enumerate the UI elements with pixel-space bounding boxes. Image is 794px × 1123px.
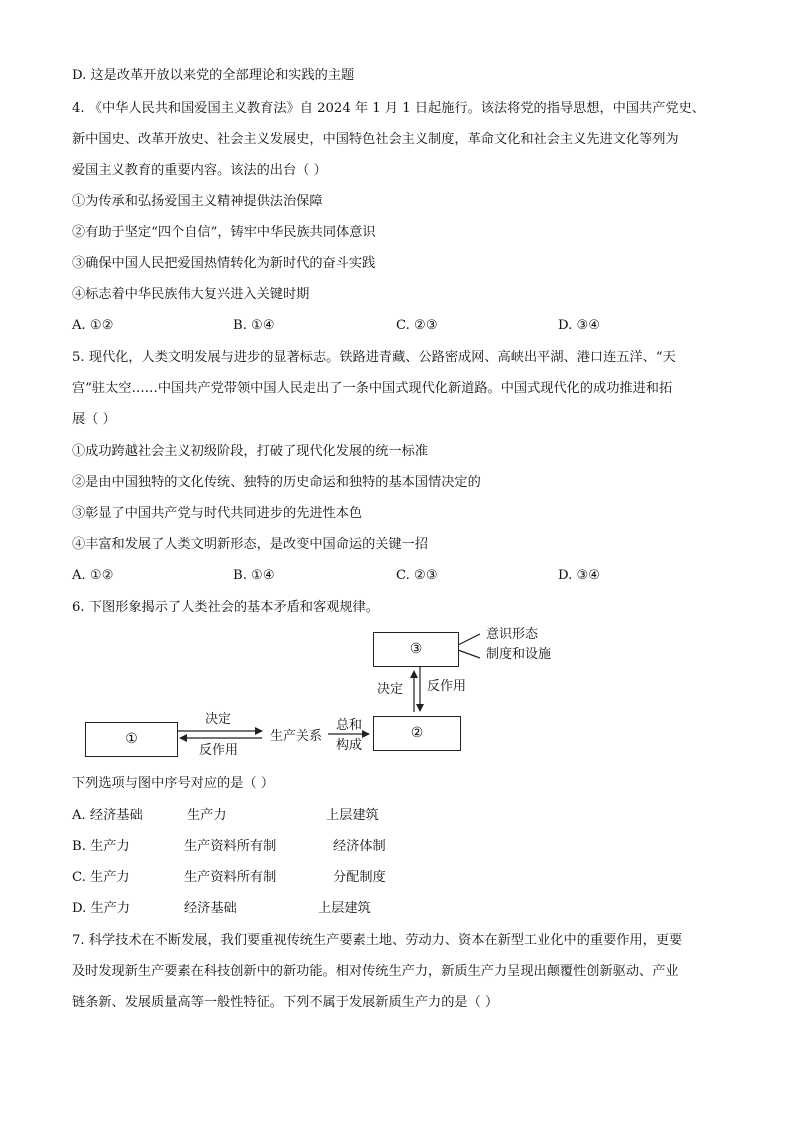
- q4-option-d[interactable]: D. ③④: [558, 318, 601, 333]
- q4-statement-3: ③确保中国人民把爱国热情转化为新时代的奋斗实践: [72, 256, 376, 271]
- q6-stem: 6. 下图形象揭示了人类社会的基本矛盾和客观规律。: [72, 600, 379, 615]
- prev-question-option-d: D. 这是改革开放以来党的全部理论和实践的主题: [72, 68, 355, 83]
- branch-label-ideology: 意识形态: [486, 627, 539, 642]
- q6-option-b-col3: 经济体制: [333, 839, 386, 854]
- q4-option-b[interactable]: B. ①④: [233, 318, 275, 333]
- diagram-box-2: [373, 716, 461, 751]
- sum-label: 总和: [336, 718, 363, 733]
- q5-option-a[interactable]: A. ①②: [72, 568, 114, 583]
- q7-stem-line-2: 及时发现新生产要素在科技创新中的新功能。相对传统生产力，新质生产力呈现出颠覆性创新驱动、产业: [72, 964, 679, 979]
- branch-label-institutions: 制度和设施: [486, 647, 552, 662]
- horizontal-label-decide: 决定: [205, 712, 232, 727]
- horizontal-label-react: 反作用: [199, 743, 239, 758]
- q5-statement-3: ③彰显了中国共产党与时代共同进步的先进性本色: [72, 506, 363, 521]
- branch-line-top: [458, 634, 480, 645]
- q5-statement-4: ④丰富和发展了人类文明新形态，是改变中国命运的关键一招: [72, 537, 429, 552]
- q4-statement-4: ④标志着中华民族伟大复兴进入关键时期: [72, 287, 310, 302]
- vertical-label-react: 反作用: [427, 679, 467, 694]
- q4-stem-line-2: 新中国史、改革开放史、社会主义发展史，中国特色社会主义制度，革命文化和社会主义先进文化等列为: [72, 132, 679, 147]
- diagram-box-1: [85, 722, 178, 757]
- q6-option-c[interactable]: C. 生产力: [72, 870, 130, 885]
- q5-stem-line-1: 5. 现代化，人类文明发展与进步的显著标志。铁路进青藏、公路密成网、高峡出平湖、港口连五洋、“天: [72, 350, 676, 365]
- q5-option-d[interactable]: D. ③④: [558, 568, 601, 583]
- q5-option-b[interactable]: B. ①④: [233, 568, 275, 583]
- q5-statement-1: ①成功跨越社会主义初级阶段，打破了现代化发展的统一标准: [72, 444, 429, 459]
- q6-option-a-col2: 生产力: [187, 808, 227, 823]
- q6-question: 下列选项与图中序号对应的是（ ）: [72, 776, 275, 791]
- q6-option-d-col3: 上层建筑: [318, 901, 371, 916]
- branch-line-bottom: [458, 650, 480, 658]
- vertical-label-decide: 决定: [377, 682, 404, 697]
- q4-statement-2: ②有助于坚定“四个自信”，铸牢中华民族共同体意识: [72, 225, 376, 240]
- q6-option-b[interactable]: B. 生产力: [72, 839, 130, 854]
- box-3-label: ③: [409, 641, 423, 657]
- q5-stem-line-3: 展（ ）: [72, 412, 116, 427]
- q6-option-d-col2: 经济基础: [184, 901, 237, 916]
- q6-option-a[interactable]: A. 经济基础: [72, 808, 143, 823]
- box-2-label: ②: [410, 725, 424, 741]
- q5-option-c[interactable]: C. ②③: [396, 568, 438, 583]
- q4-stem-line-1: 4. 《中华人民共和国爱国主义教育法》自 2024 年 1 月 1 日起施行。该法将党的指导思想，中国共产党史、: [72, 101, 705, 116]
- relations-of-production-label: 生产关系: [270, 729, 323, 744]
- box-1-label: ①: [125, 731, 138, 747]
- q6-option-c-col2: 生产资料所有制: [184, 870, 277, 885]
- q7-stem-line-1: 7. 科学技术在不断发展，我们要重视传统生产要素土地、劳动力、资本在新型工业化中的重要作用，更要: [72, 933, 683, 948]
- q4-option-a[interactable]: A. ①②: [72, 318, 114, 333]
- diagram-box-3: [373, 632, 459, 667]
- q6-option-a-col3: 上层建筑: [326, 808, 379, 823]
- q4-statement-1: ①为传承和弘扬爱国主义精神提供法治保障: [72, 194, 323, 209]
- q4-stem-line-3: 爱国主义教育的重要内容。该法的出台（ ）: [72, 163, 327, 178]
- q6-option-b-col2: 生产资料所有制: [184, 839, 277, 854]
- q4-option-c[interactable]: C. ②③: [396, 318, 438, 333]
- q5-statement-2: ②是由中国独特的文化传统、独特的历史命运和独特的基本国情决定的: [72, 475, 481, 490]
- q7-stem-line-3: 链条新、发展质量高等一般性特征。下列不属于发展新质生产力的是（ ）: [72, 995, 499, 1010]
- q6-option-c-col3: 分配制度: [333, 870, 386, 885]
- q5-stem-line-2: 宫”驻太空……中国共产党带领中国人民走出了一条中国式现代化新道路。中国式现代化的成功推进和拓: [72, 381, 673, 396]
- compose-label: 构成: [336, 738, 363, 753]
- q6-option-d[interactable]: D. 生产力: [72, 901, 131, 916]
